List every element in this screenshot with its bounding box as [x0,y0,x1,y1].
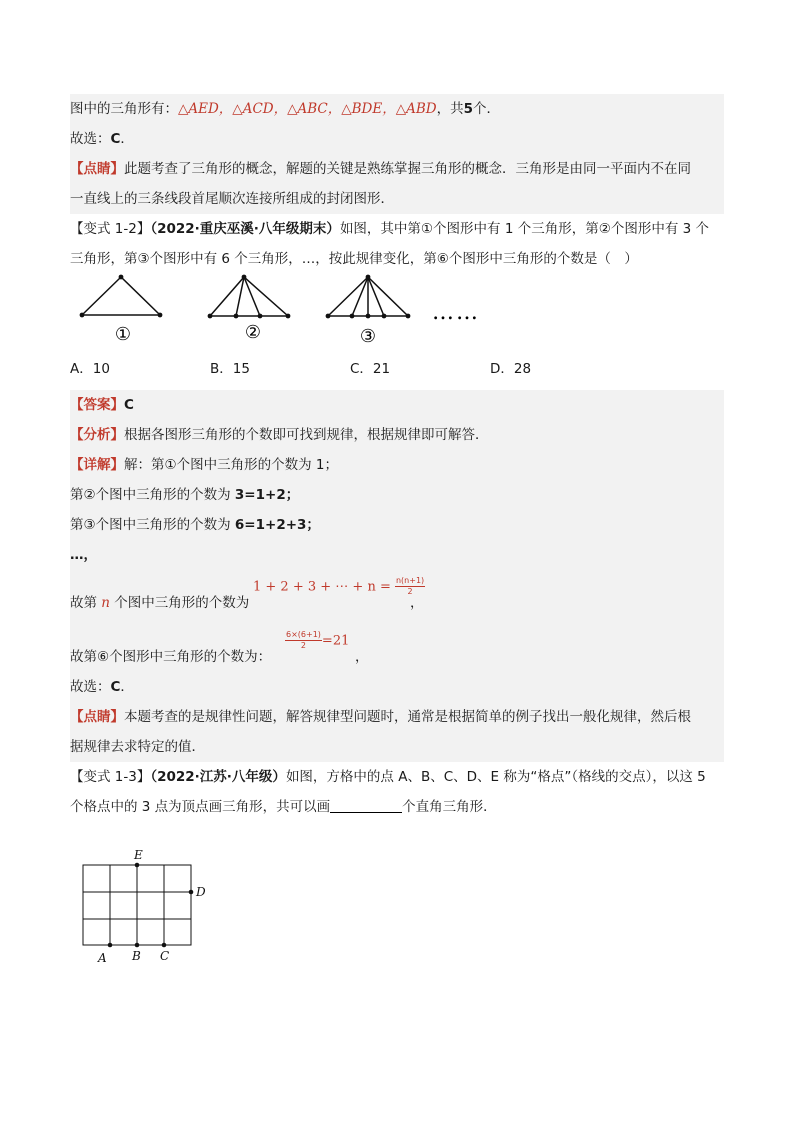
tip-text: 一直线上的三条线段首尾顺次连接所组成的封闭图形． [70,191,394,207]
point-label-d: D [196,885,206,899]
tip-line-1 [70,154,724,184]
ellipsis: …， [70,547,97,563]
tip-text: 本题考查的是规律性问题，解答规律型问题时，通常是根据简单的例子找出一般化规律，然后根 [124,709,691,725]
sixth-formula [285,630,349,651]
triangle-list-line [70,94,724,124]
tip-line-2 [70,732,724,762]
text: ． [120,131,134,147]
detail-line-2 [70,480,724,510]
detail-label: 【详解】 [70,457,124,473]
tip-text: 此题考查了三角形的概念，解题的关键是熟练掌握三角形的概念．三角形是由同一平面内不在同 [124,161,691,177]
choice-line [70,124,724,154]
choose-line [70,672,724,702]
ellipsis-line [70,540,724,570]
tip-label: 【点睛】 [70,161,124,177]
text: ， [410,595,424,611]
general-formula [253,576,425,597]
analysis-text: 根据各图形三角形的个数即可找到规律，根据规律即可解答． [124,427,489,443]
answer-line [70,390,724,420]
option-b: B．15 [210,361,250,377]
previous-solution-block [70,94,724,214]
formula-result: =21 [321,633,350,649]
text: ，共 [436,101,464,117]
count: 5 [463,101,473,117]
point-label-e: E [134,848,143,862]
formula-sum: 1 + 2 + 3 + ⋯ + n = [253,579,395,595]
fraction-denominator: 2 [300,641,306,650]
solution-block [70,390,724,762]
answer-value: C [124,397,134,413]
detail-line-1 [70,450,724,480]
question-text: 个直角三角形． [402,799,497,815]
text: ， [355,649,369,665]
option-c: C．21 [350,361,391,377]
sixth-figure-line [70,618,724,672]
detail-text: 第③个图中三角形的个数为 [70,517,235,533]
question-text: 如图，其中第①个图形中有 1 个三角形，第②个图形中有 3 个 [339,221,709,237]
analysis-label: 【分析】 [70,427,124,443]
question-text: 个格点中的 3 点为顶点画三角形，共可以画 [70,799,331,815]
question-line-2 [70,244,724,274]
question-text: 如图，方格中的点 A、B、C、D、E 称为“格点”（格线的交点），以这 5 [285,769,706,785]
question-source: （2022·重庆巫溪·八年级期末） [150,221,340,237]
formula-fraction [285,630,322,651]
question-line-1 [70,762,724,792]
text: 故选： [70,131,111,147]
options-row [70,354,724,384]
tip-label: 【点睛】 [70,709,124,725]
answer-label: 【答案】 [70,397,124,413]
point-label-b: B [132,949,141,963]
triangle-list: △AED，△ACD，△ABC，△BDE，△ABD [178,101,437,117]
question-1-3 [70,762,724,972]
detail-text: 解：第①个图中三角形的个数为 1； [124,457,338,473]
answer-blank[interactable] [330,798,402,813]
text: 个． [473,101,500,117]
option-d: D．28 [490,361,532,377]
question-tag: 【变式 1-2】 [70,221,151,237]
question-source: （2022·江苏·八年级） [150,769,286,785]
question-1-2 [70,214,724,384]
detail-text: 第②个图中三角形的个数为 [70,487,235,503]
figure-dots: …… [432,300,480,325]
fraction-denominator: 2 [407,587,413,596]
answer-letter: C [110,679,121,695]
question-line-2 [70,792,724,822]
figure-label-2: ② [244,322,262,343]
tip-text: 据规律去求特定的值． [70,739,205,755]
text: 图中的三角形有： [70,101,178,117]
tip-line-1 [70,702,724,732]
text: 故选： [70,679,111,695]
text: ． [120,679,134,695]
text: 故第 [70,595,97,611]
grid-figure [70,842,230,972]
tip-line-2 [70,184,724,214]
detail-line-3 [70,510,724,540]
figure-label-3: ③ [359,326,377,347]
general-formula-line [70,570,724,618]
answer-letter: C [110,131,121,147]
question-line-1 [70,214,724,244]
page-content [70,94,724,972]
point-label-a: A [98,951,107,965]
variable-n: n [101,595,110,611]
text: 个图中三角形的个数为 [114,595,250,611]
triangle-pattern-figure [70,274,724,354]
detail-value: 6=1+2+3； [234,517,320,533]
analysis-line [70,420,724,450]
fraction-numerator: n(n+1) [395,576,425,585]
point-label-c: C [160,949,170,963]
option-a: A．10 [70,361,110,377]
figure-label-1: ① [114,324,132,345]
fraction-numerator: 6×(6+1) [286,630,321,639]
question-tag: 【变式 1-3】 [70,769,151,785]
question-text: 三角形，第③个图形中有 6 个三角形，…，按此规律变化，第⑥个图形中三角形的个数是（ ） [70,251,638,267]
detail-value: 3=1+2； [234,487,300,503]
text: 故第⑥个图形中三角形的个数为： [70,649,272,665]
